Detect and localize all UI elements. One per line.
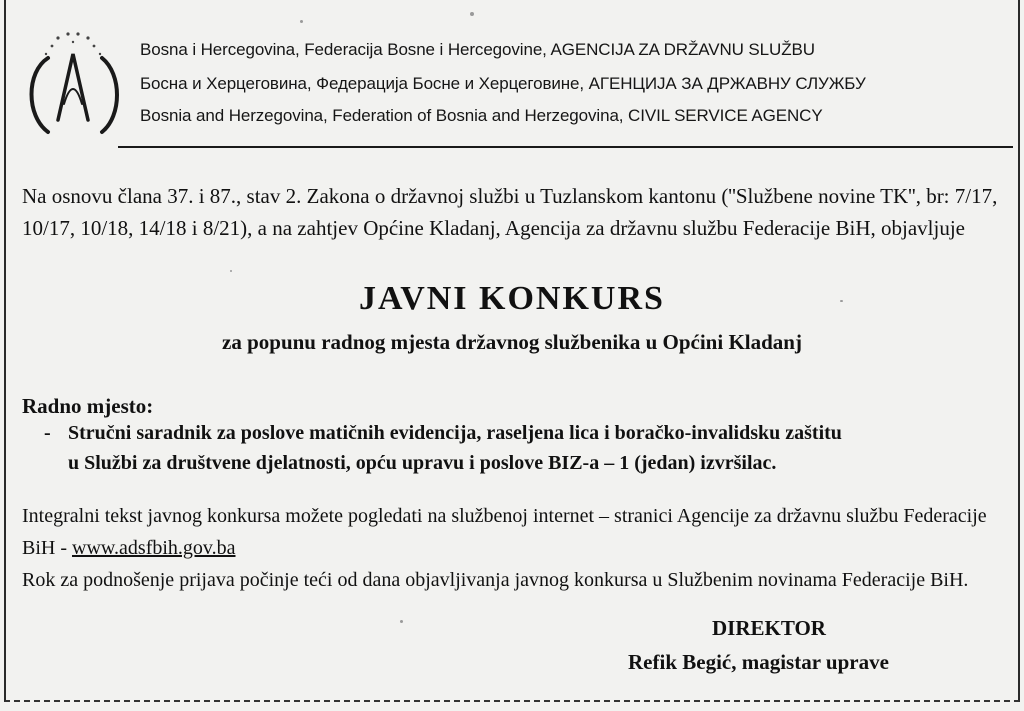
position-line-2: u Službi za društvene djelatnosti, opću upravu i poslove BIZ-a – 1 (jedan) izvršilac. (68, 452, 777, 474)
paper-speck (300, 20, 303, 23)
list-dash: - (44, 422, 51, 444)
position-line-1: Stručni saradnik za poslove matičnih evidencija, raseljena lica i boračko-invalidsku zaštitu (68, 422, 842, 444)
paper-speck (400, 620, 403, 623)
agency-website-link[interactable]: www.adsfbih.gov.ba (72, 537, 236, 559)
paper-speck (470, 12, 474, 16)
intro-paragraph: Na osnovu člana 37. i 87., stav 2. Zakona o državnoj službi u Tuzlanskom kantonu (''Službene novine TK'', br: 7/17, 10/17, 10/18, 14/18 i 8/21), a na zahtjev Općine Kladanj, Agencija za državnu službu Federacije BiH, objavljuje (22, 184, 998, 240)
notice-subtitle: za popunu radnog mjesta državnog službenika u Općini Kladanj (222, 330, 802, 354)
signature-title: DIREKTOR (712, 616, 826, 640)
position-label: Radno mjesto: (22, 394, 154, 418)
header-line-bosnian: Bosna i Hercegovina, Federacija Bosne i Hercegovine, AGENCIJA ZA DRŽAVNU SLUŽBU (140, 40, 815, 59)
agency-emblem-icon (18, 24, 128, 142)
signature-name: Refik Begić, magistar uprave (628, 650, 889, 674)
info-text-2: Rok za podnošenje prijava počinje teći od dana objavljivanja javnog konkursa u Službenim novinama Federacije BiH. (22, 569, 969, 591)
paper-speck (230, 270, 232, 272)
header-line-serbian: Босна и Херцеговина, Федерација Босне и Херцеговине, АГЕНЦИЈА ЗА ДРЖАВНУ СЛУЖБУ (140, 74, 866, 93)
header-line-english: Bosnia and Herzegovina, Federation of Bosnia and Herzegovina, CIVIL SERVICE AGENCY (140, 106, 823, 125)
info-paragraph (22, 500, 1017, 596)
position-item (44, 418, 1014, 478)
info-text-1: Integralni tekst javnog konkursa možete pogledati na službenoj internet – stranici Agencije za državnu službu Federacije BiH - (22, 505, 987, 559)
notice-title: JAVNI KONKURS (359, 280, 665, 317)
header-divider (118, 146, 1013, 148)
